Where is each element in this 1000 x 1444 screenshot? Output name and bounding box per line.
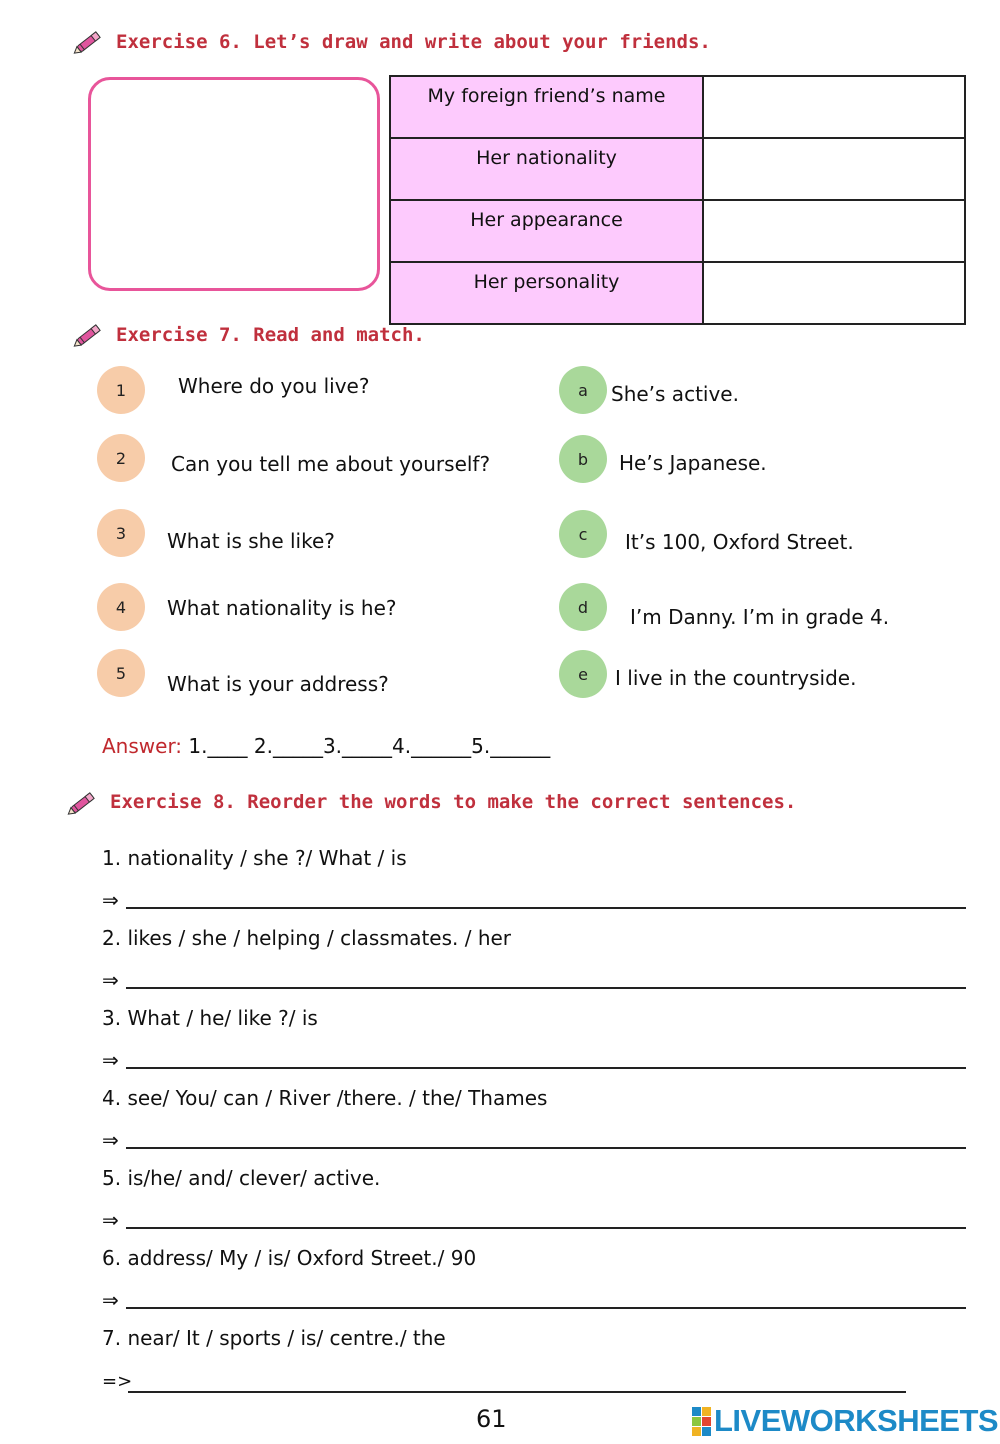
answer-letter-b[interactable]: b: [559, 435, 607, 483]
answer-cell[interactable]: [703, 262, 965, 324]
row-label: My foreign friend’s name: [390, 76, 703, 138]
answer-text: I’m Danny. I’m in grade 4.: [630, 605, 890, 629]
table-row: [390, 76, 965, 138]
question-number-4[interactable]: 4: [97, 583, 145, 631]
row-label: Her personality: [390, 262, 703, 324]
implies-arrow-icon: ⇒: [102, 968, 119, 992]
answer-text: She’s active.: [611, 382, 739, 406]
answer-letter-c[interactable]: c: [559, 510, 607, 558]
answer-text: It’s 100, Oxford Street.: [625, 530, 854, 554]
drawing-box[interactable]: [88, 77, 380, 291]
reorder-prompt: 6. address/ My / is/ Oxford Street./ 90: [102, 1246, 477, 1270]
answer-cell[interactable]: [703, 76, 965, 138]
question-text: What nationality is he?: [167, 596, 397, 620]
row-label: Her nationality: [390, 138, 703, 200]
reorder-prompt: 4. see/ You/ can / River /there. / the/ Thames: [102, 1086, 548, 1110]
answer-line: [102, 734, 550, 758]
liveworksheets-logo[interactable]: [692, 1403, 998, 1439]
implies-arrow-icon: ⇒: [102, 1208, 119, 1232]
question-number-1[interactable]: 1: [97, 366, 145, 414]
pen-icon: [66, 787, 100, 817]
answer-letter-a[interactable]: a: [559, 366, 607, 414]
reorder-prompt: 7. near/ It / sports / is/ centre./ the: [102, 1326, 446, 1350]
exercise-6-title: Exercise 6. Let’s draw and write about your friends.: [116, 31, 711, 53]
question-number-3[interactable]: 3: [97, 509, 145, 557]
answer-text: He’s Japanese.: [619, 451, 767, 475]
answer-rule[interactable]: [128, 1391, 906, 1393]
reorder-prompt: 3. What / he/ like ?/ is: [102, 1006, 318, 1030]
answer-rule[interactable]: [126, 1147, 966, 1149]
table-row: [390, 138, 965, 200]
implies-arrow-icon: =>: [102, 1371, 133, 1392]
answer-rule[interactable]: [126, 1067, 966, 1069]
implies-arrow-icon: ⇒: [102, 1048, 119, 1072]
reorder-prompt: 5. is/he/ and/ clever/ active.: [102, 1166, 381, 1190]
logo-text: LIVEWORKSHEETS: [714, 1403, 999, 1438]
answer-rule[interactable]: [126, 907, 966, 909]
answer-blanks[interactable]: 1.____ 2._____3._____4.______5.______: [188, 734, 551, 758]
question-number-2[interactable]: 2: [97, 434, 145, 482]
answer-cell[interactable]: [703, 200, 965, 262]
question-text: Where do you live?: [178, 374, 370, 398]
answer-cell[interactable]: [703, 138, 965, 200]
question-text: What is your address?: [167, 672, 389, 696]
implies-arrow-icon: ⇒: [102, 888, 119, 912]
answer-rule[interactable]: [126, 1227, 966, 1229]
reorder-prompt: 1. nationality / she ?/ What / is: [102, 846, 407, 870]
reorder-prompt: 2. likes / she / helping / classmates. / her: [102, 926, 512, 950]
logo-grid-icon: [692, 1407, 711, 1436]
answer-letter-d[interactable]: d: [559, 583, 607, 631]
answer-text: I live in the countryside.: [615, 666, 857, 690]
friend-info-table: [389, 75, 966, 325]
answer-letter-e[interactable]: e: [559, 650, 607, 698]
question-text: Can you tell me about yourself?: [171, 452, 491, 476]
exercise-8-title: Exercise 8. Reorder the words to make the correct sentences.: [110, 791, 797, 813]
row-label: Her appearance: [390, 200, 703, 262]
page-number: 61: [476, 1405, 507, 1433]
pen-icon: [72, 319, 106, 349]
table-row: [390, 262, 965, 324]
exercise-7-title: Exercise 7. Read and match.: [116, 324, 425, 346]
answer-rule[interactable]: [126, 987, 966, 989]
implies-arrow-icon: ⇒: [102, 1288, 119, 1312]
question-number-5[interactable]: 5: [97, 649, 145, 697]
implies-arrow-icon: ⇒: [102, 1128, 119, 1152]
pen-icon: [72, 26, 106, 56]
question-text: What is she like?: [167, 529, 335, 553]
table-row: [390, 200, 965, 262]
answer-rule[interactable]: [126, 1307, 966, 1309]
answer-label: Answer:: [102, 734, 183, 758]
